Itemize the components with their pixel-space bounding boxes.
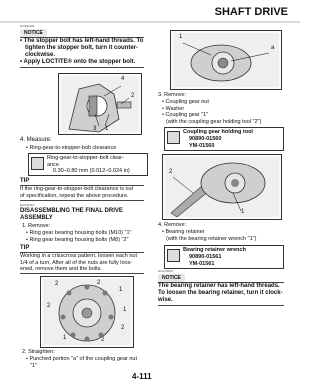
fig2-label: 2 xyxy=(97,280,101,286)
step-4-bullet: (with the bearing retainer wrench "1") xyxy=(166,235,257,242)
step-3-bullet: • Coupling gear "1" xyxy=(162,112,209,118)
figure-bearing-housing xyxy=(40,276,134,348)
notice-rule-2b xyxy=(158,305,284,306)
step-1-remove: 1. Remove: xyxy=(22,223,51,229)
ref-code-2: EAS30410 xyxy=(20,203,35,207)
tool-icon xyxy=(167,131,180,144)
tip-rule-1b xyxy=(20,200,144,201)
fig3-label: 1 xyxy=(179,34,183,40)
header-rule xyxy=(0,21,300,23)
figure-bearing-retainer-drawing xyxy=(163,155,281,219)
fig2-label: 2 xyxy=(121,325,125,331)
tip-line: ened, remove them and the bolts. xyxy=(20,266,102,272)
notice-rule-1b xyxy=(20,67,144,68)
step-1-bullet: • Ring gear bearing housing bolts (M10) "1" xyxy=(26,230,132,236)
step-2-bullet-line: "1" xyxy=(30,362,37,369)
fig1-label: 2 xyxy=(131,93,135,99)
notice-text-2 xyxy=(158,283,283,304)
ref-code-1: EAS30400 xyxy=(20,24,35,28)
step-4-bullet: • Ring-gear-to-stopper-bolt clearance xyxy=(26,145,117,151)
step-4-remove: 4. Remove: xyxy=(158,222,187,228)
tip-text-1 xyxy=(20,186,133,199)
notice-label-1: NOTICE xyxy=(20,29,47,37)
tool-name-coupling: Coupling gear holding tool xyxy=(183,129,253,135)
figure-stopper-bolt xyxy=(58,73,142,135)
tool-box-coupling xyxy=(164,127,284,151)
notice-line: The bearing retainer has left-hand threads. xyxy=(158,283,280,289)
step-3-bullet: (with the coupling gear holding tool "2") xyxy=(166,118,262,125)
fig2-label: 2 xyxy=(55,281,59,287)
step-3-remove: 3. Remove: xyxy=(158,92,187,98)
section-title-line: DISASSEMBLING THE FINAL DRIVE xyxy=(20,208,123,214)
page-number: 4-111 xyxy=(132,372,152,381)
figure-stopper-bolt-drawing xyxy=(59,74,141,134)
step-4-bullet: • Bearing retainer xyxy=(162,229,205,235)
ref-code-3: ECA13680 xyxy=(158,269,173,273)
spec-clearance-title xyxy=(47,155,124,168)
notice-line: clockwise. xyxy=(25,52,56,58)
tip-label-1: TIP xyxy=(20,178,30,184)
section-title-line: ASSEMBLY xyxy=(20,215,53,221)
step-4-bullets xyxy=(162,229,256,242)
step-3-bullet: • Washer xyxy=(162,105,185,112)
step-3-bullets xyxy=(162,99,261,125)
spec-title-line: ance xyxy=(47,161,59,168)
notice-label-2: NOTICE xyxy=(158,274,185,282)
fig4-label: 2 xyxy=(169,169,173,175)
figure-coupling-gear-drawing xyxy=(171,31,281,89)
fig2-label: 1 xyxy=(123,307,127,313)
spec-clearance-value: 0.30–0.80 mm (0.012–0.024 in) xyxy=(53,168,130,174)
header-title: SHAFT DRIVE xyxy=(214,6,288,18)
figure-bearing-retainer xyxy=(162,154,282,220)
tip-line: Working in a crisscross pattern, loosen each nut xyxy=(20,253,137,259)
step-2-bullet-line: • Punched portion "a" of the coupling gear nut xyxy=(26,356,138,362)
tool-name-retainer: Bearing retainer wrench xyxy=(183,247,246,253)
step-2-bullet xyxy=(26,356,137,369)
notice-line: To loosen the bearing retainer, turn it clock- xyxy=(158,290,283,296)
notice-line: • The stopper bolt has left-hand threads. To xyxy=(20,38,144,44)
step-1-bullets xyxy=(26,230,132,243)
fig1-label: 4 xyxy=(121,76,125,82)
spec-title-line: Ring-gear-to-stopper-bolt clear- xyxy=(47,155,124,161)
fig1-label: 3 xyxy=(93,126,97,132)
tool-code: 90890-01560 xyxy=(189,136,222,142)
step-2-straighten: 2. Straighten: xyxy=(22,349,55,355)
step-4-measure: 4. Measure: xyxy=(20,137,52,143)
tool-box-retainer xyxy=(164,245,284,269)
step-3-bullet: • Coupling gear nut xyxy=(162,99,209,105)
fig2-label: 2 xyxy=(47,303,51,309)
tool-icon xyxy=(167,249,180,262)
tool-code: YM-01560 xyxy=(189,143,215,149)
section-title xyxy=(20,208,123,222)
tip-text-2 xyxy=(20,253,137,273)
tip-rule-2b xyxy=(20,273,144,274)
spec-icon xyxy=(31,157,44,170)
step-1-bullet: • Ring gear bearing housing bolts (M8) "2" xyxy=(26,236,129,243)
spec-clearance-box xyxy=(28,153,148,176)
tool-code: 90890-01561 xyxy=(189,254,222,260)
tip-line: 1/4 of a turn. After all of the nuts are fully loos- xyxy=(20,259,133,266)
fig4-label: 1 xyxy=(241,209,245,215)
notice-line: • Apply LOCTITE® onto the stopper bolt. xyxy=(20,59,136,65)
tip-line: of specification, repeat the above procedure. xyxy=(20,192,129,199)
fig3-label: a xyxy=(271,45,275,51)
tip-line: If the ring-gear-to-stopper-bolt clearance is out xyxy=(20,186,134,192)
notice-line: wise. xyxy=(158,297,173,303)
fig2-label: 1 xyxy=(63,335,67,341)
tip-label-2: TIP xyxy=(20,245,30,251)
fig1-label: 1 xyxy=(105,126,109,132)
figure-coupling-gear xyxy=(170,30,282,90)
fig2-label: 1 xyxy=(119,287,123,293)
tool-code: YM-01561 xyxy=(189,261,215,267)
fig2-label: 2 xyxy=(101,337,105,343)
notice-line: tighten the stopper bolt, turn it counter- xyxy=(25,45,138,51)
notice-text-1 xyxy=(20,38,150,66)
